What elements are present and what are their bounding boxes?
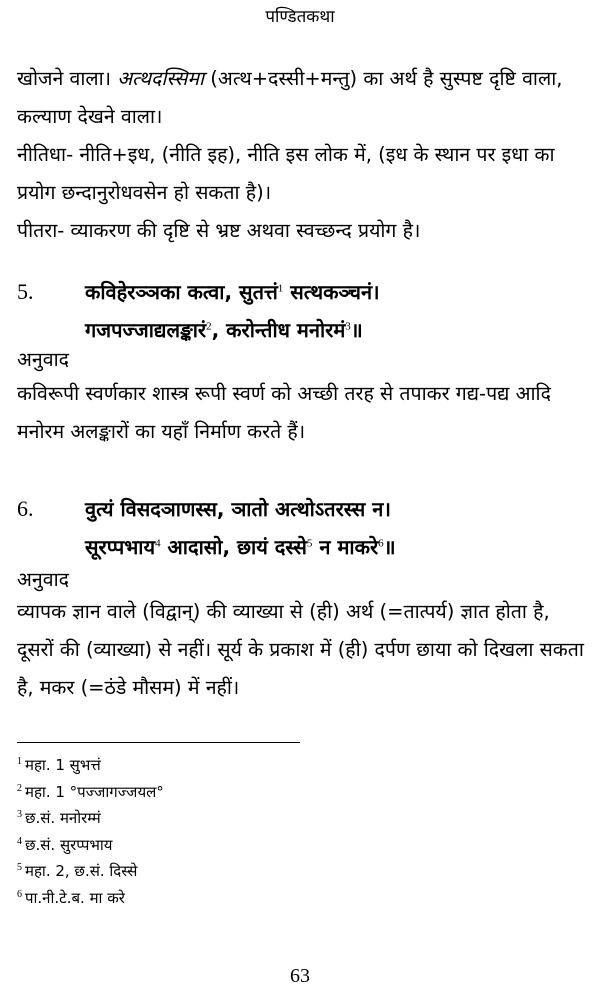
- verse-line: [85, 528, 585, 566]
- translation-text: कविरूपी स्वर्णकार शास्त्र रूपी स्वर्ण को अच्छी तरह से तपाकर गद्य-पद्य आदि मनोरम अलङ्कारों का यहाँ निर्माण करते हैं।: [17, 382, 551, 443]
- verse-line: वुत्यं विसदञाणस्स, ञातो अत्थोऽतरस्स न।: [85, 497, 391, 521]
- footnote: [17, 752, 417, 779]
- translation-label: अनुवाद: [17, 348, 69, 371]
- footnote-text: महा. 1 सुभत्तं: [25, 756, 101, 774]
- intro-text: खोजने वाला।: [17, 67, 118, 90]
- italic-term: अत्थदस्सिमा: [117, 67, 205, 90]
- verse-text: ॥: [350, 318, 363, 342]
- footnote-number: 3: [17, 809, 22, 820]
- intro-block: [17, 60, 585, 250]
- footnote-number: 6: [17, 888, 22, 900]
- footnote-text: महा. 2, छ.सं. दिस्से: [25, 862, 138, 880]
- verse-text: , करोन्तीध मनोरमं: [211, 318, 346, 342]
- intro-text: (अत्थ+दस्सी+मन्तु) का अर्थ है सुस्पष्ट दृष्टि वाला, कल्याण देखने वाला।: [17, 67, 563, 128]
- intro-paragraph-2: नीतिधा- नीति+इध, (नीति इह), नीति इस लोक में, (इध के स्थान पर इधा का प्रयोग छन्दानुरोधवसेन हो सकता है)।: [17, 143, 555, 204]
- footnote: [17, 779, 417, 806]
- footnote: [17, 858, 417, 885]
- intro-paragraph-3: पीतरा- व्याकरण की दृष्टि से भ्रष्ट अथवा स्वच्छन्द प्रयोग है।: [17, 219, 421, 242]
- footnote-text: छ.सं. मनोरम्मं: [25, 809, 101, 827]
- verse-6-translation: [17, 593, 585, 707]
- footnote: [17, 805, 417, 832]
- footnote-ref: 2: [206, 320, 212, 333]
- footnote-ref: 1: [277, 282, 284, 295]
- footnote-number: 5: [17, 862, 22, 873]
- footnote-text: छ.सं. सुरप्पभाय: [25, 835, 113, 854]
- verse-text: ॥: [383, 535, 396, 559]
- footnotes: [17, 752, 417, 911]
- footnote-number: 4: [17, 835, 22, 847]
- verse-text: सत्थकञ्चनं।: [283, 280, 380, 304]
- footnote-text: महा. 1 °पज्जागज्जयल°: [25, 782, 164, 801]
- verse-text: गजपज्जाद्यलङ्कारं: [85, 318, 207, 342]
- footnote: [17, 832, 417, 859]
- verse-6: [17, 490, 585, 566]
- footnote-divider: [17, 742, 300, 743]
- verse-number: 5.: [17, 279, 34, 304]
- footnote-ref: 4: [155, 537, 161, 550]
- footnote: [17, 885, 417, 912]
- running-header: पण्डितकथा: [265, 7, 335, 27]
- footnote-ref: 5: [306, 537, 313, 550]
- translation-label: अनुवाद: [17, 568, 69, 591]
- intro-paragraph-1: [17, 60, 585, 136]
- page-number: 63: [290, 965, 310, 987]
- verse-5-translation: [17, 375, 585, 451]
- footnote-number: 2: [17, 782, 22, 794]
- verse-5: [17, 273, 585, 349]
- verse-text: सूरप्पभाय: [85, 535, 156, 559]
- footnote-ref: 6: [378, 537, 384, 550]
- footnote-ref: 3: [345, 320, 351, 333]
- footnote-number: 1: [17, 756, 22, 767]
- footnote-text: पा.नी.टे.ब. मा करे: [25, 888, 125, 907]
- verse-line: [85, 311, 585, 349]
- verse-text: आदासो, छायं दस्से: [160, 535, 307, 559]
- verse-text: न माकरे: [312, 535, 379, 559]
- verse-text: कविहेरञ्ञका कत्वा, सुतत्तं: [85, 280, 278, 304]
- verse-line: [85, 273, 585, 311]
- verse-number: 6.: [17, 496, 34, 521]
- translation-text: व्यापक ज्ञान वाले (विद्वान्) की व्याख्या से (ही) अर्थ (=तात्पर्य) ज्ञात होता है, दूसरों की (व्याख्या) से नहीं। सूर्य के प्रकाश में (ही) दर्पण छाया को दिखला सकता है, मकर (=ठंडे मौसम) में नहीं।: [17, 600, 584, 699]
